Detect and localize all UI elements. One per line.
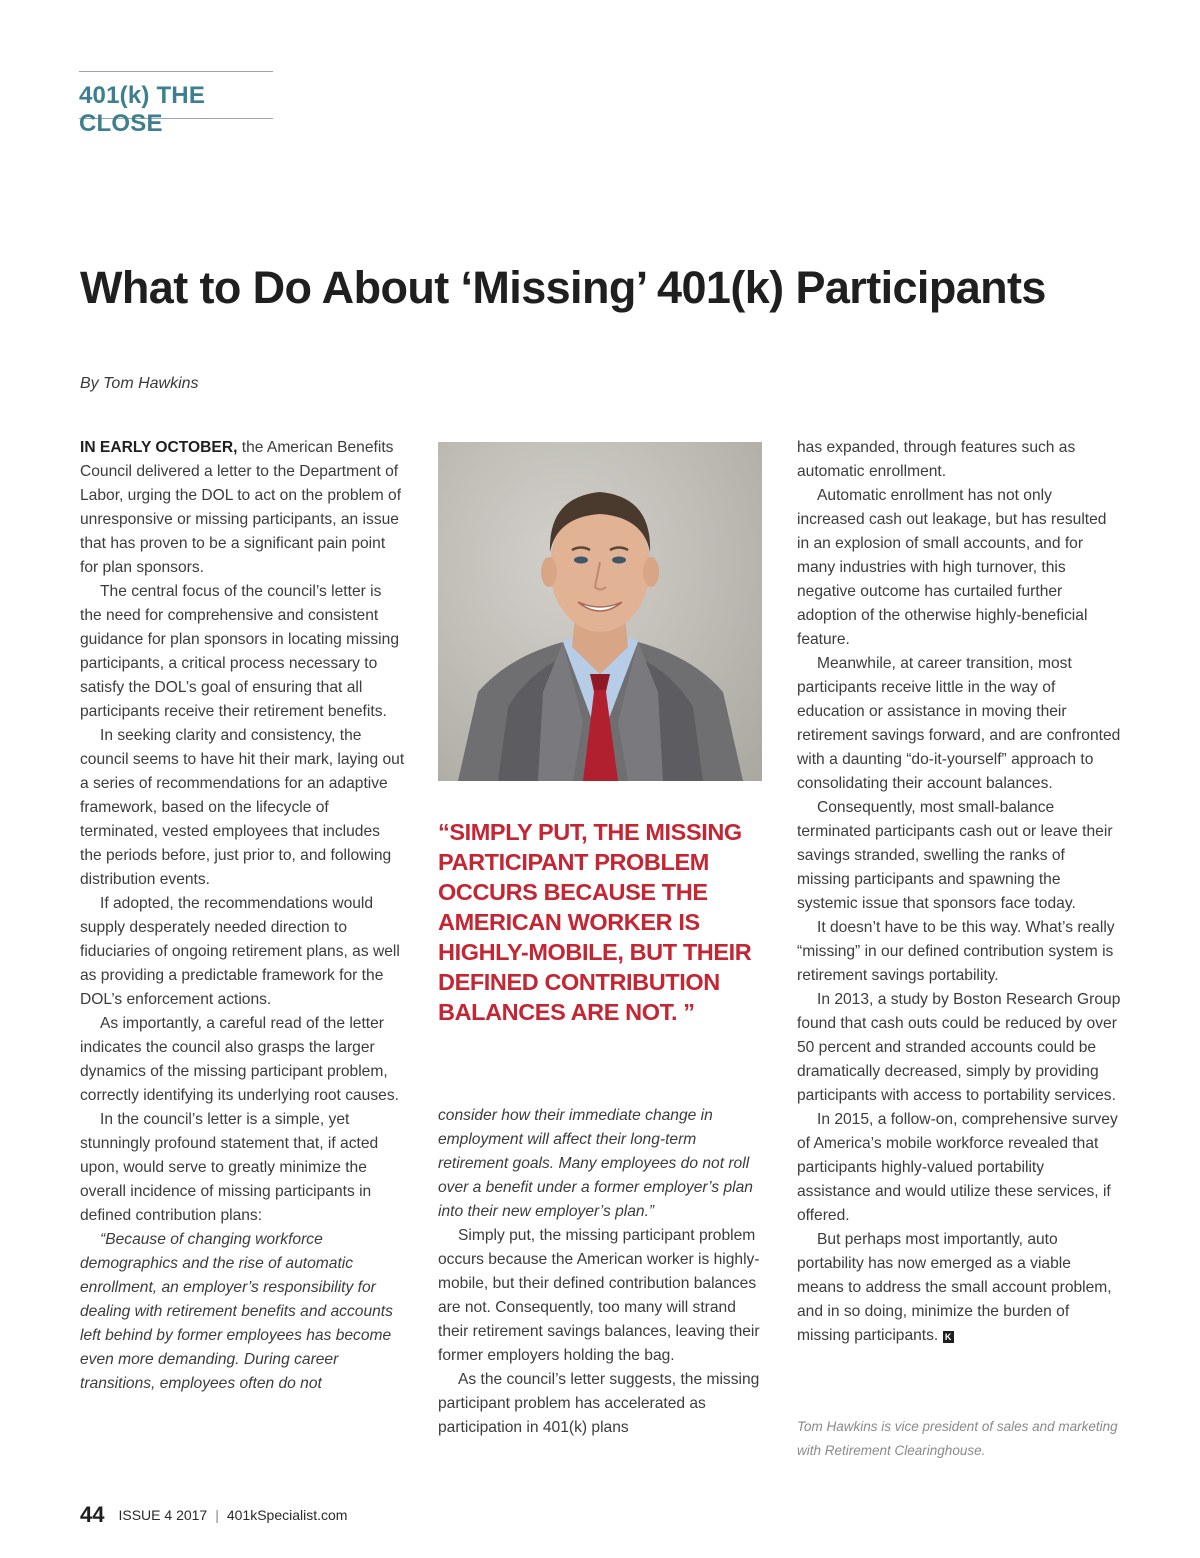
final-text: But perhaps most importantly, auto portability has now emerged as a viable means to address the small account problem, and in so doing, minimize the burden of missing participants.	[797, 1231, 1112, 1344]
quoted-letter-continued: consider how their immediate change in employment will affect their long-term retirement goals. Many employees do not roll over a benefit under a former employer’s plan into their new employer’s plan.”	[438, 1107, 753, 1220]
paragraph-intro	[80, 436, 405, 580]
paragraph: In 2013, a study by Boston Research Group found that cash outs could be reduced by over 50 percent and stranded accounts could be dramatically decreased, simply by providing participants with access to portability services.	[797, 991, 1121, 1104]
end-mark-icon: K	[943, 1331, 954, 1343]
site-link[interactable]: 401kSpecialist.com	[226, 1507, 348, 1523]
article-title: What to Do About ‘Missing’ 401(k) Participants	[80, 262, 1046, 313]
paragraph: has expanded, through features such as automatic enrollment.	[797, 439, 1076, 480]
column-3	[797, 436, 1122, 1348]
page-number: 44	[80, 1502, 105, 1527]
byline: By Tom Hawkins	[80, 375, 199, 392]
page-footer	[80, 1502, 347, 1532]
section-tag	[79, 71, 273, 137]
paragraph: In the council’s letter is a simple, yet stunningly profound statement that, if acted upon, would serve to greatly minimize the overall incidence of missing participants in defined contribution plans:	[80, 1111, 379, 1224]
paragraph: In 2015, a follow-on, comprehensive survey of America’s mobile workforce revealed that participants highly-valued portability assistance and would utilize these services, if offered.	[797, 1111, 1118, 1224]
column-2	[438, 1104, 763, 1440]
paragraph: As importantly, a careful read of the letter indicates the council also grasps the larger dynamics of the missing participant problem, correctly identifying its underlying root causes.	[80, 1015, 399, 1104]
lead-in: IN EARLY OCTOBER,	[80, 439, 238, 456]
paragraph: In seeking clarity and consistency, the council seems to have hit their mark, laying out a series of recommendations for an adaptive framework, based on the lifecycle of terminated, vested employees that includes the periods before, just prior to, and following distribution events.	[80, 727, 405, 888]
footer-separator: |	[215, 1507, 219, 1523]
author-bio: Tom Hawkins is vice president of sales and marketing with Retirement Clearinghouse.	[797, 1419, 1118, 1458]
paragraph: Automatic enrollment has not only increased cash out leakage, but has resulted in an explosion of small accounts, and for many industries with high turnover, this negative outcome has curtailed further adoption of the otherwise highly-beneficial feature.	[797, 487, 1107, 648]
section-label: 401(k) THE CLOSE	[79, 82, 206, 137]
paragraph-final	[797, 1228, 1122, 1348]
paragraph: If adopted, the recommendations would supply desperately needed direction to fiduciaries of ongoing retirement plans, as well as providing a predictable framework for the DOL’s enforcement actions.	[80, 895, 400, 1008]
paragraph: As the council’s letter suggests, the missing participant problem has accelerated as participation in 401(k) plans	[438, 1371, 760, 1436]
author-photo	[438, 442, 762, 781]
quoted-letter: “Because of changing workforce demographics and the rise of automatic enrollment, an employer’s responsibility for dealing with retirement benefits and accounts left behind by former employees has become even more demanding. During career transitions, employees often do not	[80, 1231, 393, 1392]
issue-label: ISSUE 4 2017	[118, 1507, 208, 1523]
pull-quote: “SIMPLY PUT, THE MISSING PARTICIPANT PROBLEM OCCURS BECAUSE THE AMERICAN WORKER IS HIGHLY-MOBILE, BUT THEIR DEFINED CONTRIBUTION BALANCES ARE NOT. ”	[438, 819, 752, 1025]
paragraph: Consequently, most small-balance terminated participants cash out or leave their savings stranded, swelling the ranks of missing participants and spawning the systemic issue that sponsors face today.	[797, 799, 1113, 912]
paragraph: The central focus of the council’s letter is the need for comprehensive and consistent guidance for plan sponsors in locating missing participants, a critical process necessary to satisfy the DOL’s goal of ensuring that all participants receive their retirement benefits.	[80, 583, 399, 720]
column-1	[80, 436, 405, 1396]
paragraph: It doesn’t have to be this way. What’s really “missing” in our defined contribution system is retirement savings portability.	[797, 919, 1115, 984]
paragraph: Meanwhile, at career transition, most participants receive little in the way of education or assistance in moving their retirement savings forward, and are confronted with a daunting “do-it-yourself” approach to consolidating their account balances.	[797, 655, 1121, 792]
intro-text: the American Benefits Council delivered a letter to the Department of Labor, urging the DOL to act on the problem of unresponsive or missing participants, an issue that has proven to be a significant pain point for plan sponsors.	[80, 439, 402, 576]
paragraph: Simply put, the missing participant problem occurs because the American worker is highly-mobile, but their defined contribution balances are not. Consequently, too many will strand their retirement savings balances, leaving their former employers holding the bag.	[438, 1227, 760, 1364]
